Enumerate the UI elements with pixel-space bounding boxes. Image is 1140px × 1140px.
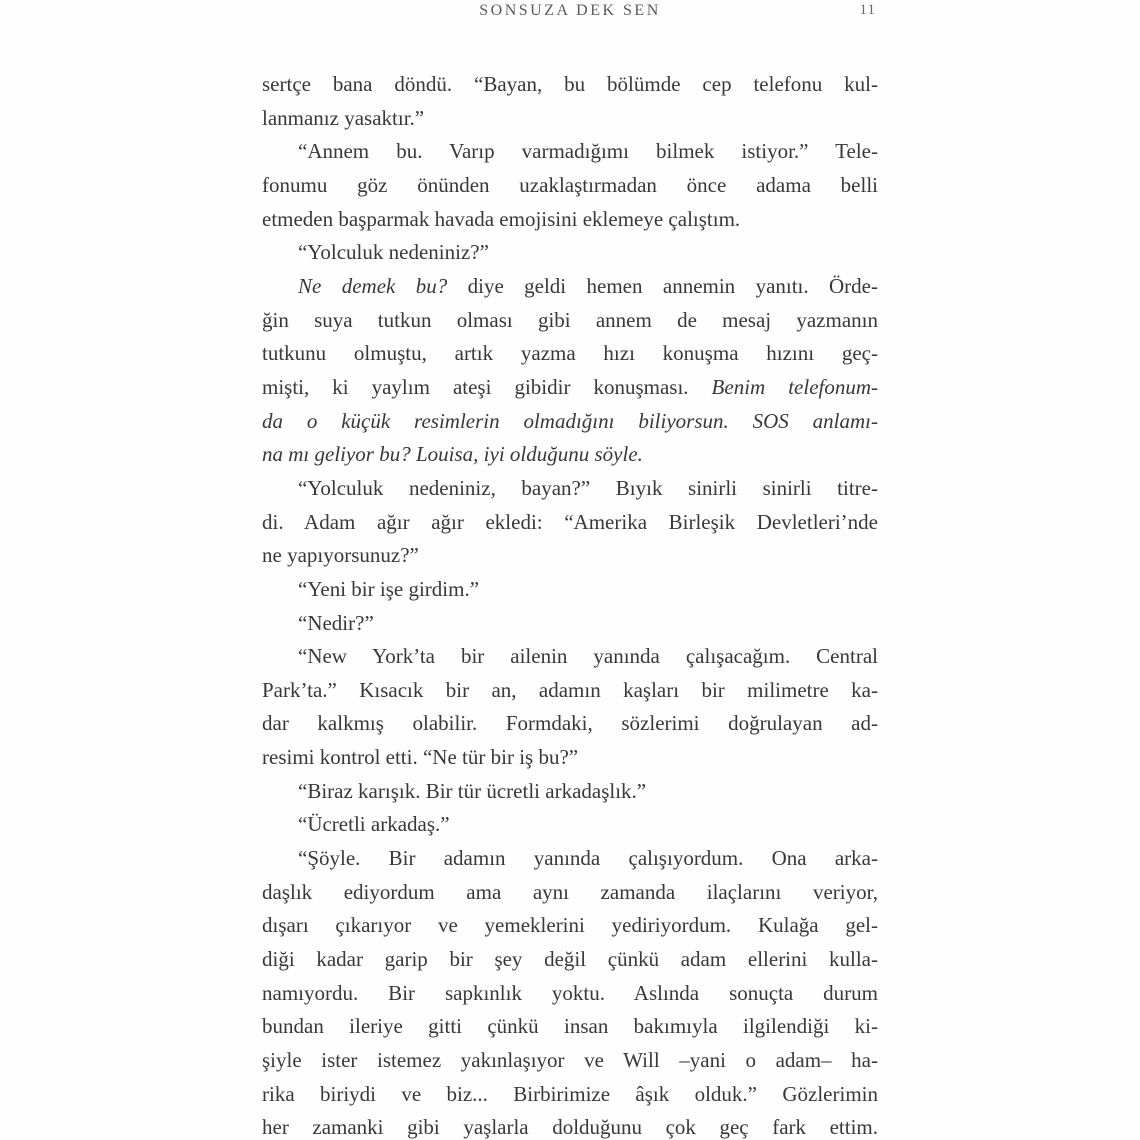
text-segment: lanmanız yasaktır.”	[262, 105, 425, 130]
italic-text-segment: Ne demek bu?	[298, 273, 468, 298]
text-line	[262, 1111, 878, 1140]
text-segment: diği kadar garip bir şey değil çünkü adam ellerini kulla-	[262, 947, 878, 972]
text-line	[262, 741, 878, 775]
text-line	[262, 842, 878, 876]
text-line	[262, 909, 878, 943]
text-line	[262, 337, 878, 371]
italic-text-segment: da o küçük resimlerin olmadığını biliyorsun. SOS anlamı-	[262, 408, 878, 433]
text-segment: “Yolculuk nedeniniz, bayan?” Bıyık sinirli sinirli titre-	[298, 475, 878, 500]
text-line	[262, 304, 878, 338]
italic-text-segment: Benim telefonum-	[711, 374, 879, 399]
text-segment: daşlık ediyordum ama aynı zamanda ilaçlarını veriyor,	[262, 879, 878, 904]
text-segment: diye geldi hemen annemin yanıtı. Örde-	[467, 273, 878, 298]
text-line	[262, 236, 878, 270]
text-line	[262, 1044, 878, 1078]
running-title: SONSUZA DEK SEN	[479, 2, 661, 19]
text-line	[262, 203, 878, 237]
text-line	[262, 607, 878, 641]
text-segment: “Şöyle. Bir adamın yanında çalışıyordum. Ona arka-	[298, 846, 878, 871]
text-segment: “New York’ta bir ailenin yanında çalışacağım. Central	[298, 644, 878, 669]
text-segment: dar kalkmış olabilir. Formdaki, sözlerimi doğrulayan ad-	[262, 711, 878, 736]
text-line	[262, 674, 878, 708]
text-segment: fonumu göz önünden uzaklaştırmadan önce adama belli	[262, 172, 878, 197]
text-segment: “Yeni bir işe girdim.”	[298, 576, 480, 601]
text-segment: şiyle ister istemez yakınlaşıyor ve Will –yani o adam– ha-	[262, 1048, 878, 1073]
text-segment: tutkunu olmuştu, artık yazma hızı konuşma hızını geç-	[262, 341, 878, 366]
text-line	[262, 371, 878, 405]
text-line	[262, 876, 878, 910]
text-line	[262, 135, 878, 169]
text-line	[262, 438, 878, 472]
text-segment: mişti, ki yaylım ateşi gibidir konuşması.	[262, 374, 712, 399]
text-segment: sertçe bana döndü. “Bayan, bu bölümde cep telefonu kul-	[262, 72, 878, 96]
text-segment: resimi kontrol etti. “Ne tür bir iş bu?”	[262, 745, 579, 770]
text-segment: bundan ileriye gitti çünkü insan bakımıyla ilgilendiği ki-	[262, 1014, 878, 1039]
text-line	[262, 1078, 878, 1112]
text-line	[262, 977, 878, 1011]
text-line	[262, 539, 878, 573]
text-segment: “Ücretli arkadaş.”	[298, 812, 450, 837]
text-line	[262, 943, 878, 977]
italic-text-segment: na mı geliyor bu? Louisa, iyi olduğunu söyle.	[262, 442, 643, 467]
text-line	[262, 405, 878, 439]
text-line	[262, 169, 878, 203]
text-line	[262, 707, 878, 741]
text-segment: “Yolculuk nedeniniz?”	[298, 240, 489, 265]
text-line	[262, 102, 878, 136]
page-number: 11	[859, 2, 876, 18]
text-segment: dışarı çıkarıyor ve yemeklerini yediriyordum. Kulağa gel-	[262, 913, 878, 938]
text-segment: ğin suya tutkun olması gibi annem de mesaj yazmanın	[262, 307, 878, 332]
text-segment: “Biraz karışık. Bir tür ücretli arkadaşlık.”	[298, 778, 647, 803]
text-line	[262, 808, 878, 842]
page-header	[262, 2, 878, 24]
text-line	[262, 506, 878, 540]
text-segment: “Nedir?”	[298, 610, 374, 635]
text-segment: ne yapıyorsunuz?”	[262, 543, 419, 568]
text-line	[262, 1010, 878, 1044]
text-block	[262, 68, 878, 1140]
text-line	[262, 270, 878, 304]
text-line	[262, 472, 878, 506]
text-line	[262, 573, 878, 607]
text-segment: Park’ta.” Kısacık bir an, adamın kaşları bir milimetre ka-	[262, 677, 878, 702]
text-line	[262, 775, 878, 809]
text-segment: namıyordu. Bir sapkınlık yoktu. Aslında sonuçta durum	[262, 980, 878, 1005]
text-segment: “Annem bu. Varıp varmadığımı bilmek istiyor.” Tele-	[298, 139, 878, 164]
text-segment: di. Adam ağır ağır ekledi: “Amerika Birleşik Devletleri’nde	[262, 509, 878, 534]
text-segment: etmeden başparmak havada emojisini eklemeye çalıştım.	[262, 206, 741, 231]
text-segment: rika biriydi ve biz... Birbirimize âşık olduk.” Gözlerimin	[262, 1081, 878, 1106]
text-segment: her zamanki gibi yaşlarla dolduğunu çok geç fark ettim.	[262, 1115, 878, 1140]
text-line	[262, 68, 878, 102]
text-line	[262, 640, 878, 674]
